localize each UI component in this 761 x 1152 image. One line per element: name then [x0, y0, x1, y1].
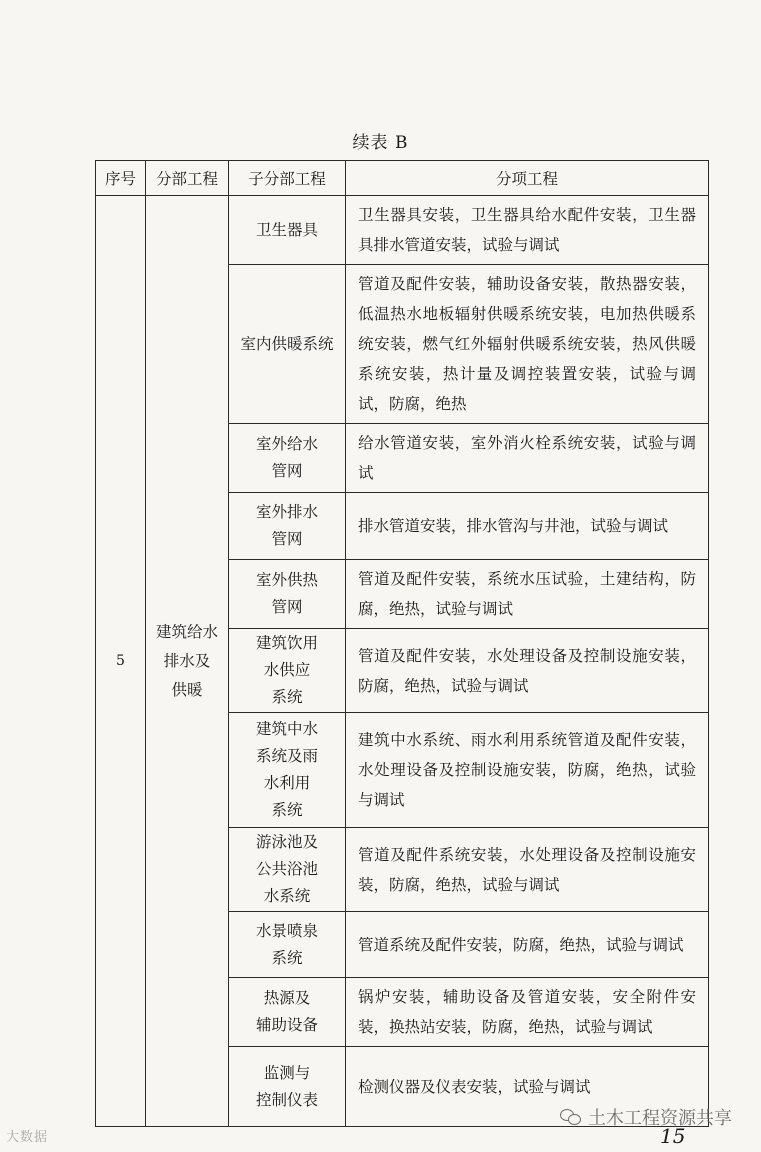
subdivision-line: 管网 — [271, 598, 303, 616]
division-cell — [146, 196, 229, 1127]
subdivision-line: 室外供热 — [255, 571, 318, 589]
subdivision-line: 管网 — [271, 462, 303, 480]
subdivision-line: 水系统 — [263, 887, 311, 905]
watermark-left-text: 大数据 — [6, 1130, 49, 1145]
subdivision-line: 监测与 — [263, 1063, 311, 1082]
watermark-left — [6, 1126, 48, 1145]
subdivision-cell — [229, 265, 346, 424]
subdivision-line: 室外给水 — [255, 435, 318, 453]
page-number: 15 — [660, 1124, 686, 1148]
subdivision-line: 系统 — [271, 688, 303, 706]
items-cell: 管道及配件系统安装，水处理设备及控制设施安装，防腐，绝热，试验与调试 — [346, 828, 709, 912]
header-subdivision: 子分部工程 — [229, 161, 346, 196]
subdivision-line: 管网 — [271, 530, 303, 548]
header-items: 分项工程 — [346, 161, 709, 196]
watermark-right-text: 土木工程资源共享 — [588, 1108, 732, 1129]
subdivision-line: 室外排水 — [255, 503, 318, 521]
table-title: 续表 B — [352, 133, 409, 153]
header-seq: 序号 — [96, 161, 146, 196]
subdivision-line: 室内供暖系统 — [240, 334, 334, 353]
subdivision-line: 辅助设备 — [255, 1016, 318, 1034]
items-cell: 锅炉安装，辅助设备及管道安装，安全附件安装，换热站安装，防腐，绝热，试验与调试 — [346, 978, 709, 1047]
subdivision-cell — [229, 629, 346, 713]
division-line: 排水及 — [163, 651, 211, 670]
subdivision-line: 游泳池及 — [255, 833, 318, 851]
subdivision-line: 水供应 — [263, 661, 311, 679]
subdivision-cell — [229, 912, 346, 978]
items-cell: 建筑中水系统、雨水利用系统管道及配件安装，水处理设备及控制设施安装，防腐，绝热，试验与调试 — [346, 713, 709, 828]
items-cell: 管道及配件安装，系统水压试验，土建结构，防腐，绝热，试验与调试 — [346, 560, 709, 629]
items-cell: 排水管道安装，排水管沟与井池，试验与调试 — [346, 493, 709, 560]
subdivision-line: 卫生器具 — [255, 220, 318, 239]
subdivision-cell — [229, 196, 346, 265]
subdivision-line: 控制仪表 — [255, 1090, 318, 1109]
items-cell: 管道及配件安装，辅助设备安装，散热器安装，低温热水地板辐射供暖系统安装，电加热供暖系统安装，燃气红外辐射供暖系统安装，热风供暖系统安装，热计量及调控装置安装，试验与调试，防腐，绝热 — [346, 265, 709, 424]
subdivision-line: 建筑饮用 — [255, 634, 318, 652]
items-cell: 卫生器具安装，卫生器具给水配件安装，卫生器具排水管道安装，试验与调试 — [346, 196, 709, 265]
subdivision-cell — [229, 828, 346, 912]
subdivision-cell — [229, 560, 346, 629]
items-cell: 检测仪器及仪表安装，试验与调试 — [346, 1047, 709, 1127]
watermark-right — [560, 1104, 732, 1130]
subdivision-cell — [229, 978, 346, 1047]
items-cell: 给水管道安装，室外消火栓系统安装，试验与调试 — [346, 424, 709, 493]
wechat-icon — [560, 1108, 582, 1126]
subdivision-line: 系统 — [271, 948, 303, 967]
subdivision-line: 系统及雨 — [255, 747, 318, 765]
seq-cell: 5 — [96, 196, 146, 1127]
subdivision-line: 公共浴池 — [255, 860, 318, 878]
division-line: 建筑给水 — [155, 622, 218, 641]
spec-table — [95, 160, 709, 1127]
items-cell: 管道及配件安装，水处理设备及控制设施安装，防腐，绝热，试验与调试 — [346, 629, 709, 713]
header-division: 分部工程 — [146, 161, 229, 196]
subdivision-line: 系统 — [271, 801, 303, 819]
division-line: 供暖 — [171, 680, 203, 699]
subdivision-line: 热源及 — [263, 989, 311, 1007]
header-row — [96, 161, 709, 196]
subdivision-line: 水利用 — [263, 774, 311, 792]
subdivision-cell — [229, 424, 346, 493]
items-cell: 管道系统及配件安装，防腐，绝热，试验与调试 — [346, 912, 709, 978]
table-row — [96, 196, 709, 265]
subdivision-line: 建筑中水 — [255, 720, 318, 738]
subdivision-line: 水景喷泉 — [255, 921, 318, 940]
subdivision-cell — [229, 493, 346, 560]
subdivision-cell — [229, 1047, 346, 1127]
subdivision-cell — [229, 713, 346, 828]
